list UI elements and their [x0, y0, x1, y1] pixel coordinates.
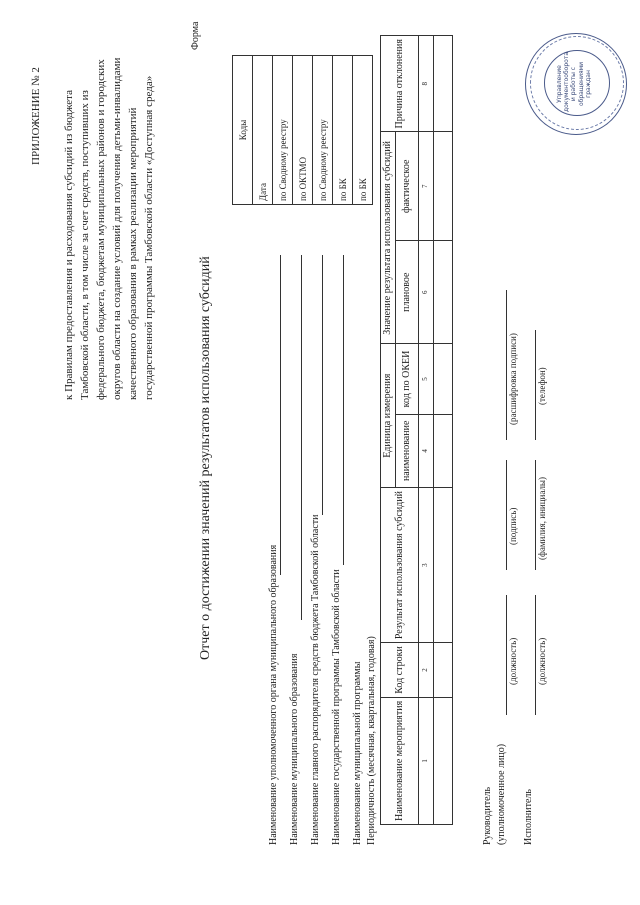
stamp-text: Управление документооборота и работы с обращениями граждан — [556, 52, 592, 112]
data-cell — [433, 697, 452, 824]
column-number: 5 — [418, 344, 433, 414]
signature-line — [535, 460, 536, 570]
codes-header: Коды — [233, 56, 253, 205]
report-title: Отчет о достижении значений результатов использования субсидий — [198, 256, 213, 660]
caption-name: (фамилия, инициалы) — [537, 477, 547, 560]
signature-line — [506, 595, 507, 715]
header-code: Код строки — [381, 643, 419, 698]
signature-line — [535, 595, 536, 715]
header-unit-okei: код по ОКЕИ — [395, 344, 418, 414]
field-line — [322, 255, 323, 515]
intro-line: Тамбовской области, в том числе за счет средств, поступивших из — [79, 90, 91, 400]
column-number: 6 — [418, 241, 433, 344]
data-cell — [433, 36, 452, 132]
data-cell — [433, 344, 452, 414]
intro-line: государственной программы Тамбовской области «Доступная среда» — [143, 75, 155, 400]
intro-line: к Правилам предоставления и расходования субсидий из бюджета — [63, 90, 75, 400]
data-cell — [433, 488, 452, 643]
header-value-plan: плановое — [395, 241, 418, 344]
codes-row: по ОКТМО — [293, 56, 313, 205]
header-value: Значение результата использования субсидий — [381, 132, 396, 344]
head-label: Руководитель — [482, 786, 493, 845]
data-cell — [433, 643, 452, 698]
header-event: Наименование мероприятия — [381, 697, 419, 824]
signature-line — [506, 460, 507, 570]
caption-decode: (расшифровка подписи) — [508, 333, 518, 425]
executor-label: Исполнитель — [523, 789, 534, 845]
appendix-title: ПРИЛОЖЕНИЕ № 2 — [30, 67, 42, 165]
column-number: 4 — [418, 414, 433, 487]
column-number: 3 — [418, 488, 433, 643]
head-label-sub: (уполномоченное лицо) — [496, 743, 507, 845]
official-stamp — [525, 33, 627, 135]
header-unit: Единица измерения — [381, 344, 396, 488]
header-unit-name: наименование — [395, 414, 418, 487]
intro-line: округов области на создание условий для получения детьми-инвалидами — [111, 57, 123, 400]
caption-position: (должность) — [508, 637, 518, 685]
codes-row: Дата — [253, 56, 273, 205]
codes-table — [232, 55, 373, 205]
field-label: Периодичность (месячная, квартальная, годовая) — [366, 636, 377, 845]
codes-row: по БК — [353, 56, 373, 205]
intro-line: качественного образования в рамках реализации мероприятий — [127, 107, 139, 400]
codes-row: по Сводному реестру — [313, 56, 333, 205]
form-label: Форма — [190, 21, 201, 50]
field-line — [343, 255, 344, 565]
column-number: 7 — [418, 132, 433, 241]
codes-row: по БК — [333, 56, 353, 205]
column-number: 2 — [418, 643, 433, 698]
data-cell — [433, 132, 452, 241]
signature-line — [535, 330, 536, 440]
caption-phone: (телефон) — [537, 367, 547, 405]
codes-row: по Сводному реестру — [273, 56, 293, 205]
data-cell — [433, 241, 452, 344]
header-value-fact: фактическое — [395, 132, 418, 241]
field-label: Наименование главного распорядителя средств бюджета Тамбовской области — [310, 514, 321, 845]
caption-position: (должность) — [537, 637, 547, 685]
column-number: 8 — [418, 36, 433, 132]
signature-line — [506, 290, 507, 440]
column-number: 1 — [418, 697, 433, 824]
header-reason: Причина отклонения — [381, 36, 419, 132]
data-cell — [433, 414, 452, 487]
field-label: Наименование муниципальной программы — [352, 661, 363, 845]
results-table — [380, 35, 453, 825]
field-label: Наименование муниципального образования — [289, 653, 300, 845]
field-label: Наименование уполномоченного органа муниципального образования — [268, 544, 279, 845]
caption-signature: (подпись) — [508, 507, 518, 545]
intro-line: федерального бюджета, бюджетам муниципальных районов и городских — [95, 59, 107, 400]
field-line — [301, 255, 302, 620]
header-result: Результат использования субсидий — [381, 488, 419, 643]
field-line — [280, 255, 281, 575]
field-label: Наименование государственной программы Тамбовской области — [331, 569, 342, 845]
